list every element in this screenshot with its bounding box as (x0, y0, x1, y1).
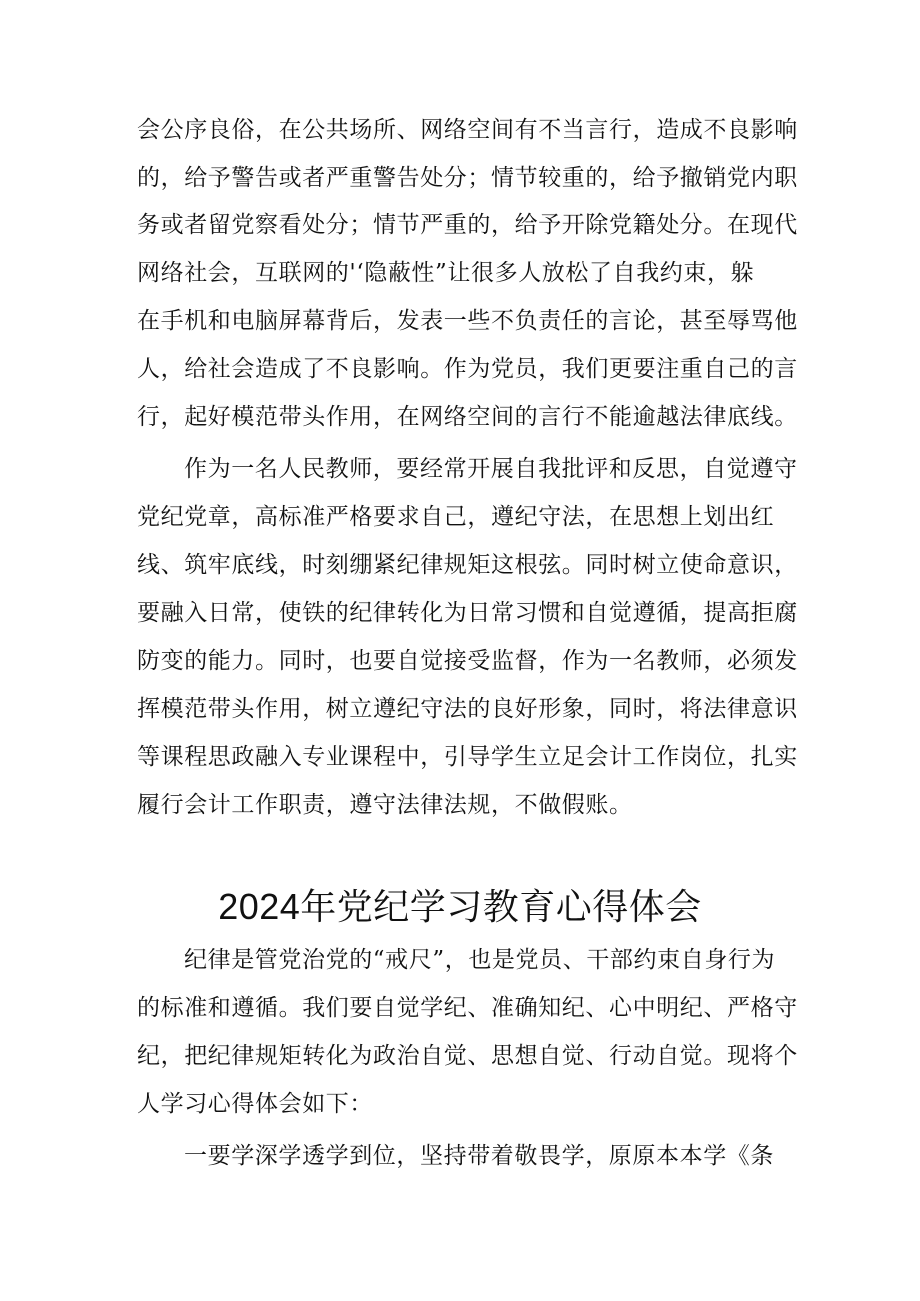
text-line: 在手机和电脑屏幕背后，发表一些不负责任的言论，甚至辱骂他 (137, 308, 798, 334)
text-line: 防变的能力。同时，也要自觉接受监督，作为一名教师，必须发 (137, 648, 798, 674)
text-line: 行，起好模范带头作用，在网络空间的言行不能逾越法律底线。 (137, 404, 798, 430)
text-line: 纪律是管党治党的“戒尺”，也是党员、干部约束自身行为 (184, 947, 776, 973)
text-line: 履行会计工作职责，遵守法律法规，不做假账。 (137, 792, 633, 818)
text-line: 党纪党章，高标准严格要求自己，遵纪守法，在思想上划出红 (137, 504, 775, 530)
text-line: 的，给予警告或者严重警告处分；情节较重的，给予撤销党内职 (137, 165, 798, 191)
text-line: 等课程思政融入专业课程中，引导学生立足会计工作岗位，扎实 (137, 744, 798, 770)
text-line: 挥模范带头作用，树立遵纪守法的良好形象，同时，将法律意识 (137, 696, 798, 722)
text-line: 纪，把纪律规矩转化为政治自觉、思想自觉、行动自觉。现将个 (137, 1043, 798, 1069)
document-title: 2024年党纪学习教育心得体会 (218, 886, 702, 927)
text-line: 网络社会，互联网的'‘隐蔽性”让很多人放松了自我约束，躲 (137, 260, 755, 286)
text-line: 作为一名人民教师，要经常开展自我批评和反思，自觉遵守 (184, 456, 798, 482)
text-line: 要融入日常，使铁的纪律转化为日常习惯和自觉遵循，提高拒腐 (137, 600, 798, 626)
text-line: 线、筑牢底线，时刻绷紧纪律规矩这根弦。同时树立使命意识， (137, 552, 798, 578)
text-line: 会公序良俗，在公共场所、网络空间有不当言行，造成不良影响 (137, 117, 798, 143)
text-line: 的标准和遵循。我们要自觉学纪、准确知纪、心中明纪、严格守 (137, 995, 798, 1021)
text-line: 人学习心得体会如下： (137, 1091, 373, 1117)
text-line: 一要学深学透学到位，坚持带着敬畏学，原原本本学《条 (184, 1143, 774, 1169)
text-line: 人，给社会造成了不良影响。作为党员，我们更要注重自己的言 (137, 356, 798, 382)
text-line: 务或者留党察看处分；情节严重的，给予开除党籍处分。在现代 (137, 212, 798, 238)
